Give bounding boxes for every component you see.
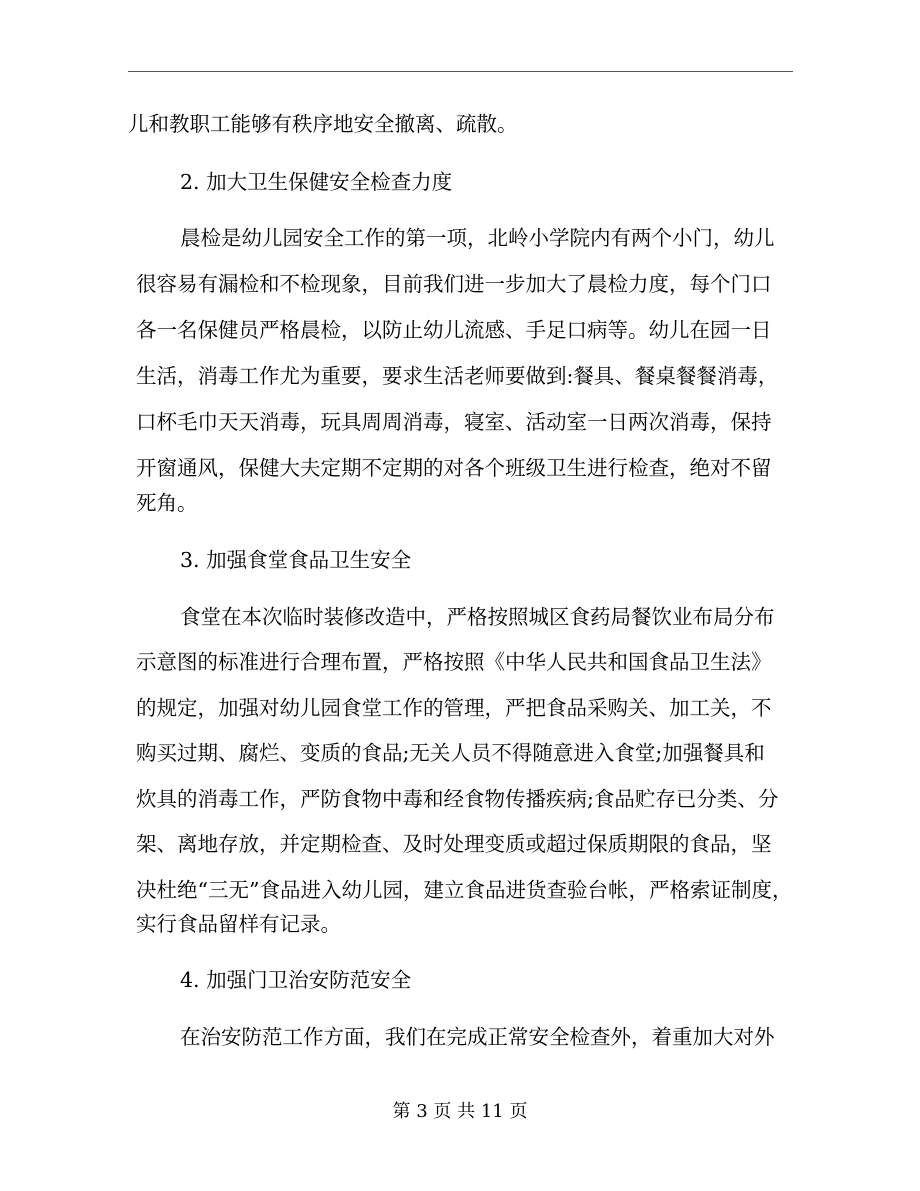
paragraph-line: 晨检是幼儿园安全工作的第一项，北岭小学院内有两个小门，幼儿 (180, 226, 775, 250)
section-heading: 3. 加强食堂食品卫生安全 (180, 548, 412, 572)
paragraph-line: 的规定，加强对幼儿园食堂工作的管理，严把食品采购关、加工关，不 (136, 696, 772, 720)
paragraph-line: 开窗通风，保健大夫定期不定期的对各个班级卫生进行检查，绝对不留 (136, 456, 772, 480)
paragraph-line: 架、离地存放，并定期检查、及时处理变质或超过保质期限的食品，坚 (136, 832, 772, 856)
paragraph-line: 食堂在本次临时装修改造中，严格按照城区食药局餐饮业布局分布 (180, 605, 775, 629)
paragraph-line: 实行食品留样有记录。 (136, 912, 341, 936)
header-rule (128, 71, 793, 72)
section-heading: 2. 加大卫生保健安全检查力度 (180, 170, 453, 194)
paragraph-line: 各一名保健员严格晨检，以防止幼儿流感、手足口病等。幼儿在园一日 (136, 318, 772, 342)
paragraph-line: 儿和教职工能够有秩序地安全撤离、疏散。 (128, 112, 518, 136)
page-footer: 第 3 页 共 11 页 (392, 1101, 528, 1122)
paragraph-line: 示意图的标准进行合理布置，严格按照《中华人民共和国食品卫生法》 (136, 650, 772, 674)
paragraph-line: 生活，消毒工作尤为重要，要求生活老师要做到:餐具、餐桌餐餐消毒， (136, 364, 779, 388)
paragraph-line: 在治安防范工作方面，我们在完成正常安全检查外，着重加大对外 (180, 1025, 775, 1049)
paragraph-line: 决杜绝“三无”食品进入幼儿园，建立食品进货查验台帐，严格索证制度， (136, 878, 793, 902)
section-heading: 4. 加强门卫治安防范安全 (180, 968, 412, 992)
paragraph-line: 购买过期、腐烂、变质的食品;无关人员不得随意进入食堂;加强餐具和 (136, 741, 765, 765)
paragraph-line: 死角。 (136, 491, 198, 515)
paragraph-line: 很容易有漏检和不检现象，目前我们进一步加大了晨检力度，每个门口 (136, 272, 772, 296)
paragraph-line: 炊具的消毒工作，严防食物中毒和经食物传播疾病;食品贮存已分类、分 (136, 787, 779, 811)
paragraph-line: 口杯毛巾天天消毒，玩具周周消毒，寝室、活动室一日两次消毒，保持 (136, 410, 772, 434)
